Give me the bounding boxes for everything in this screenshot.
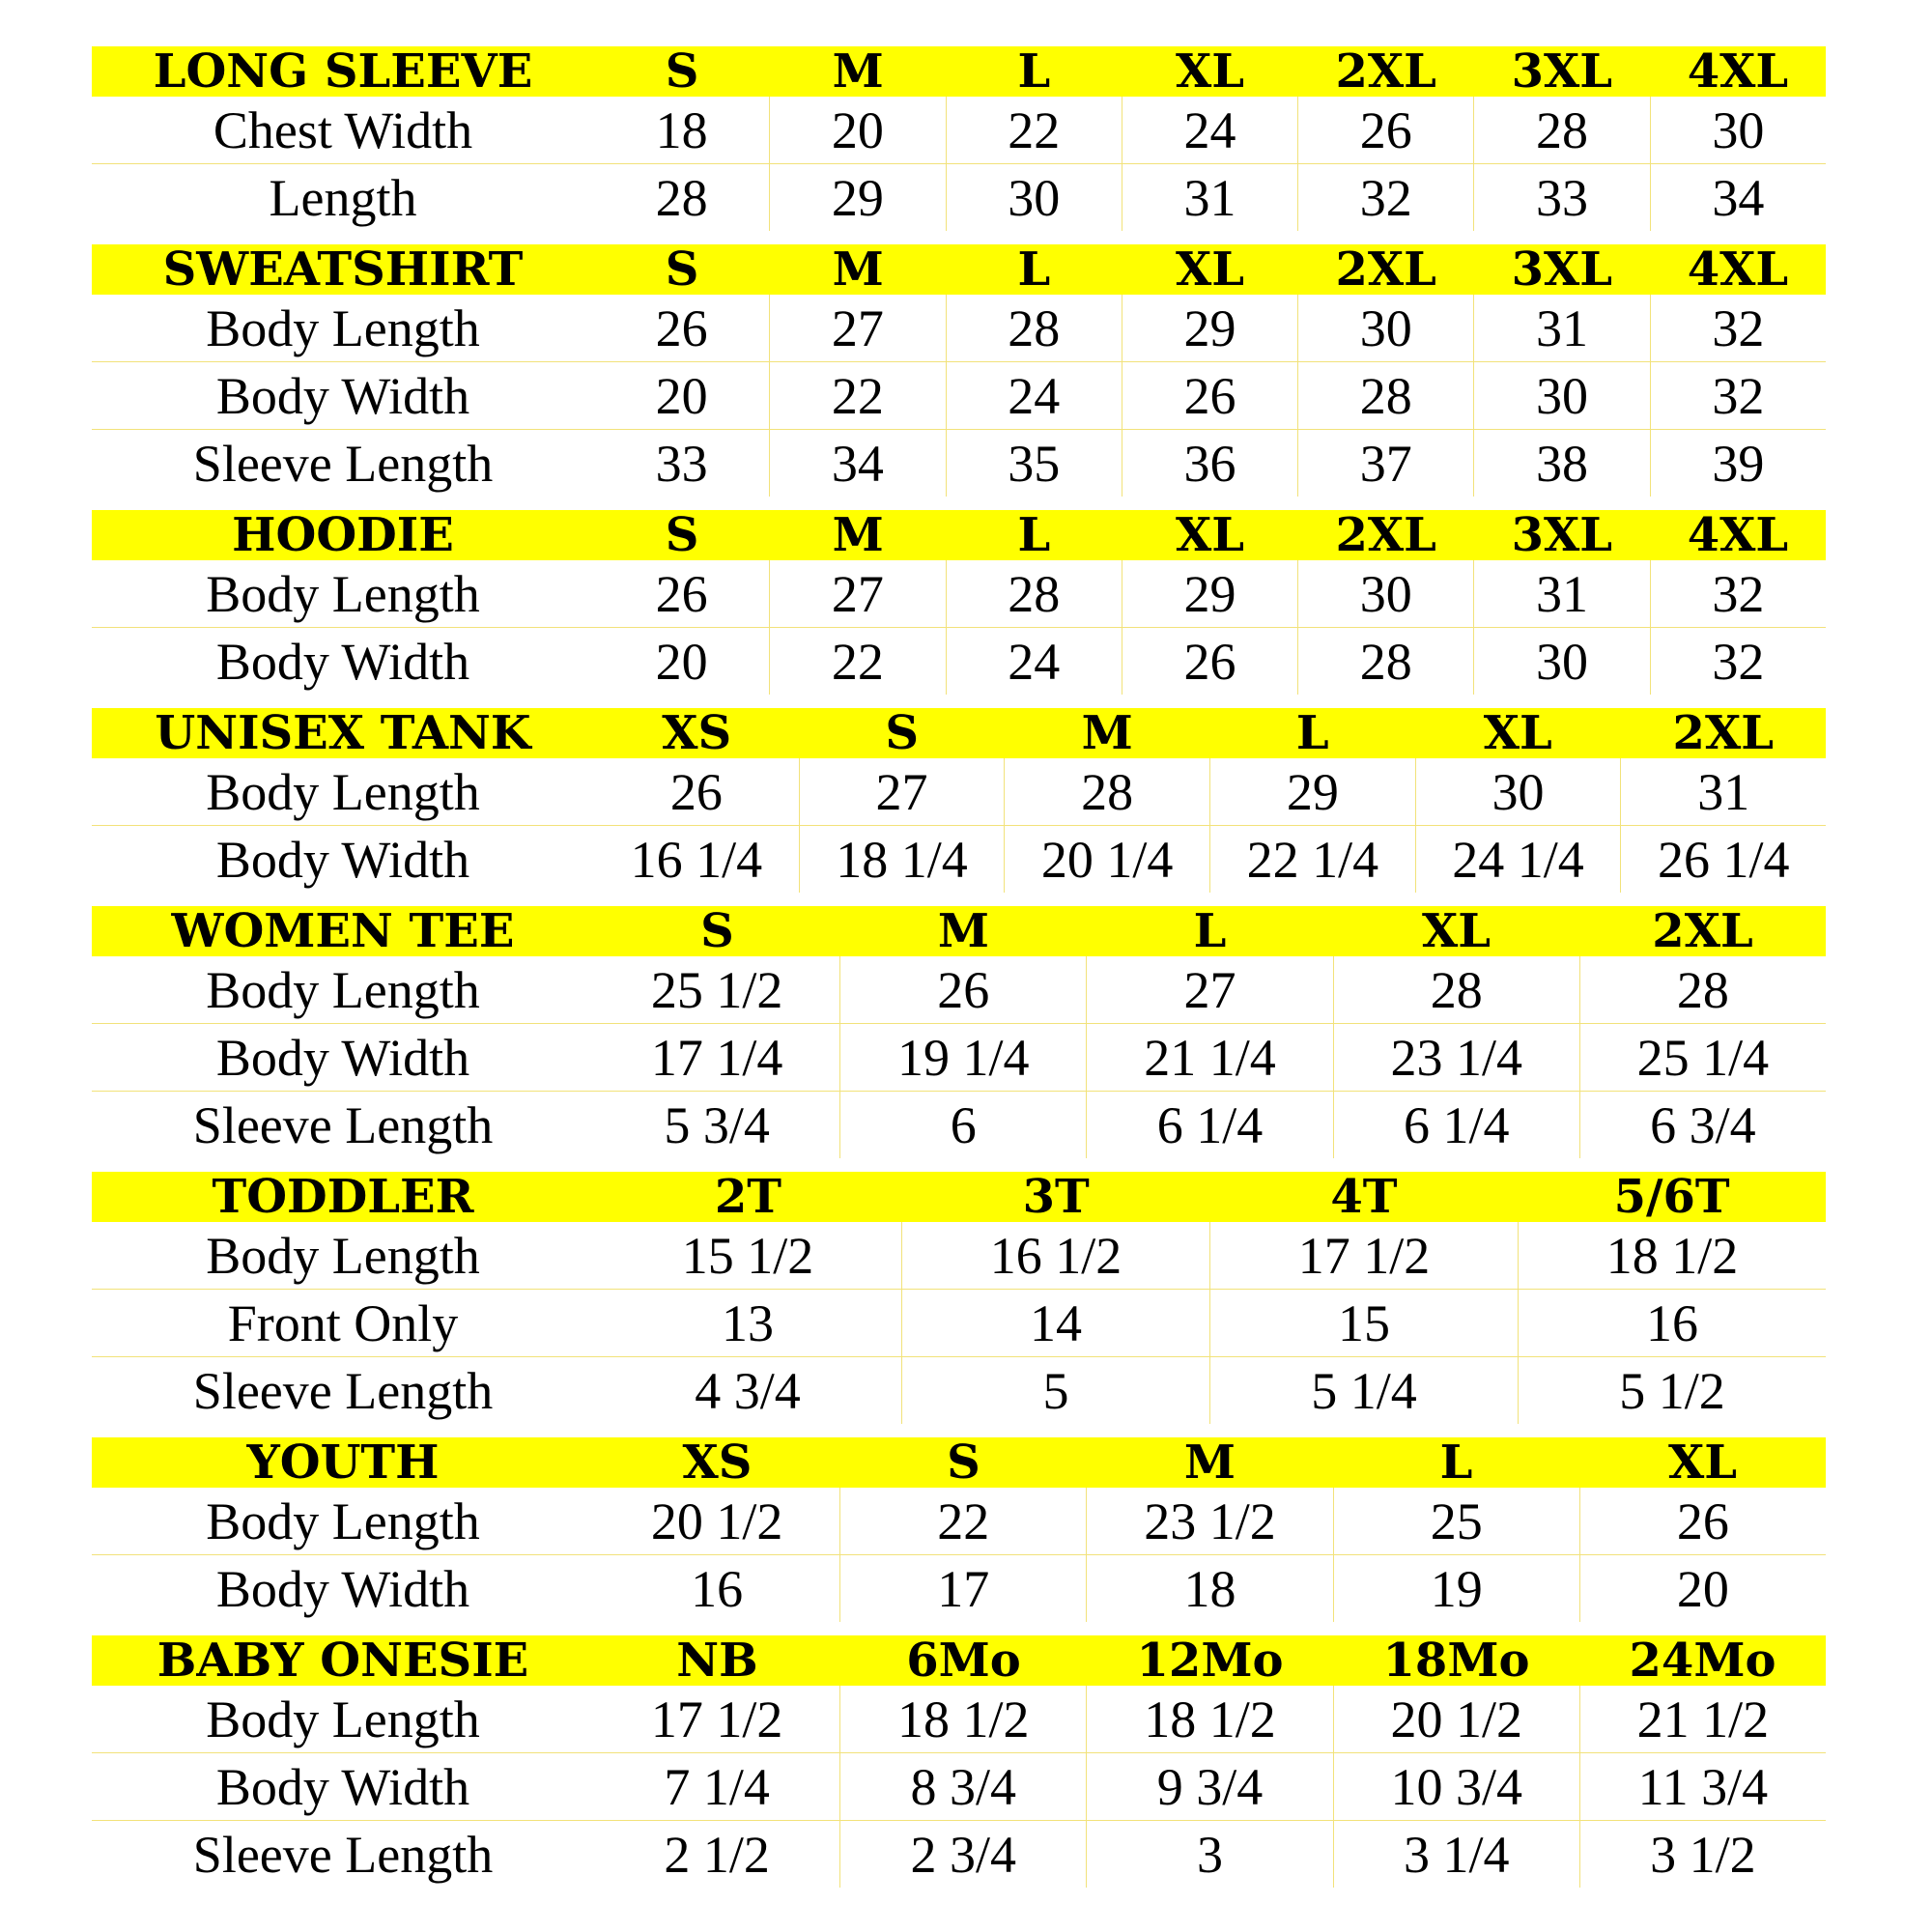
section-header — [92, 906, 1826, 956]
section-header — [92, 1635, 1826, 1686]
measurement-value: 16 1/2 — [901, 1222, 1209, 1289]
measurement-value: 22 — [946, 97, 1122, 163]
measurement-value: 36 — [1122, 430, 1297, 497]
section-title: SWEATSHIRT — [162, 242, 524, 297]
measurement-value: 21 1/4 — [1086, 1024, 1332, 1091]
measurement-value: 17 1/4 — [650, 1028, 783, 1087]
size-header: 2XL — [1335, 44, 1436, 99]
measurement-value: 23 1/4 — [1333, 1024, 1579, 1091]
measurement-value: 6 1/4 — [1086, 1092, 1332, 1158]
measurement-row — [92, 826, 1826, 893]
measurement-value: 35 — [946, 430, 1122, 497]
size-header: XL — [1422, 904, 1491, 958]
measurement-value: 6 — [839, 1092, 1086, 1158]
size-header: 2XL — [1652, 904, 1753, 958]
measurement-value: 18 1/4 — [799, 826, 1005, 893]
size-header: S — [885, 706, 920, 760]
measurement-label: Sleeve Length — [192, 434, 494, 493]
measurement-value: 28 — [1579, 956, 1826, 1023]
measurement-value: 10 3/4 — [1333, 1753, 1579, 1820]
measurement-value: 14 — [901, 1290, 1209, 1356]
section-title: WOMEN TEE — [171, 904, 515, 958]
measurement-row — [92, 1555, 1826, 1622]
section-title: BABY ONESIE — [156, 1634, 529, 1688]
measurement-row — [92, 1686, 1826, 1753]
measurement-value: 19 1/4 — [839, 1024, 1086, 1091]
measurement-value: 27 — [769, 295, 945, 361]
section-header — [92, 708, 1826, 758]
measurement-value: 20 1/4 — [1004, 826, 1209, 893]
size-header: 12Mo — [1136, 1634, 1284, 1688]
size-header: M — [832, 242, 884, 297]
measurement-label: Sleeve Length — [192, 1095, 494, 1154]
measurement-value: 26 — [655, 298, 708, 357]
size-header: S — [665, 44, 699, 99]
measurement-value: 11 3/4 — [1579, 1753, 1826, 1820]
measurement-value: 22 — [769, 628, 945, 695]
section-header — [92, 1172, 1826, 1222]
measurement-row — [92, 1357, 1826, 1424]
section-title: TODDLER — [212, 1170, 474, 1224]
measurement-value: 26 — [1579, 1488, 1826, 1554]
measurement-value: 5 3/4 — [664, 1095, 770, 1154]
measurement-label: Chest Width — [213, 100, 473, 159]
measurement-value: 17 — [839, 1555, 1086, 1622]
size-header: 4XL — [1687, 44, 1789, 99]
measurement-value: 28 — [1297, 628, 1473, 695]
section-title: LONG SLEEVE — [153, 44, 533, 99]
measurement-value: 28 — [1333, 956, 1579, 1023]
size-header: 24Mo — [1629, 1634, 1776, 1688]
measurement-label: Body Length — [206, 564, 480, 623]
measurement-value: 17 1/2 — [650, 1690, 783, 1748]
measurement-label: Sleeve Length — [192, 1825, 494, 1884]
measurement-value: 13 — [722, 1293, 774, 1352]
size-header: 4XL — [1687, 508, 1789, 562]
measurement-label: Body Width — [215, 632, 470, 691]
measurement-row — [92, 560, 1826, 628]
size-header: XL — [1175, 44, 1244, 99]
measurement-value: 6 3/4 — [1579, 1092, 1826, 1158]
measurement-label: Body Length — [206, 298, 480, 357]
section-sweatshirt — [92, 244, 1826, 497]
size-header: 3XL — [1511, 44, 1612, 99]
measurement-row — [92, 758, 1826, 826]
measurement-value: 19 — [1333, 1555, 1579, 1622]
measurement-value: 2 3/4 — [839, 1821, 1086, 1888]
measurement-row — [92, 1092, 1826, 1158]
measurement-value: 30 — [1297, 560, 1473, 627]
measurement-value: 16 — [1518, 1290, 1826, 1356]
measurement-value: 26 — [1297, 97, 1473, 163]
size-header: 3XL — [1511, 508, 1612, 562]
measurement-value: 33 — [1473, 164, 1649, 231]
measurement-value: 28 — [1297, 362, 1473, 429]
measurement-value: 30 — [1650, 97, 1826, 163]
measurement-value: 29 — [1122, 560, 1297, 627]
measurement-value: 25 — [1333, 1488, 1579, 1554]
section-toddler — [92, 1172, 1826, 1424]
size-header: 4XL — [1687, 242, 1789, 297]
measurement-value: 9 3/4 — [1086, 1753, 1332, 1820]
measurement-value: 32 — [1650, 628, 1826, 695]
size-header: S — [947, 1435, 980, 1490]
measurement-value: 32 — [1650, 362, 1826, 429]
measurement-value: 18 1/2 — [1518, 1222, 1826, 1289]
size-header: XL — [1175, 508, 1244, 562]
section-unisex-tank — [92, 708, 1826, 893]
measurement-row — [92, 362, 1826, 430]
measurement-label: Body Width — [215, 366, 470, 425]
measurement-value: 24 1/4 — [1415, 826, 1621, 893]
measurement-row — [92, 1753, 1826, 1821]
section-long-sleeve — [92, 46, 1826, 231]
measurement-label: Body Length — [206, 1226, 480, 1285]
measurement-value: 15 — [1209, 1290, 1518, 1356]
measurement-value: 25 1/2 — [650, 960, 783, 1019]
measurement-value: 26 — [1122, 628, 1297, 695]
measurement-row — [92, 97, 1826, 164]
section-title: HOODIE — [232, 508, 454, 562]
measurement-value: 32 — [1297, 164, 1473, 231]
section-header — [92, 1437, 1826, 1488]
size-header: L — [1017, 44, 1051, 99]
measurement-value: 20 — [769, 97, 945, 163]
measurement-value: 28 — [655, 168, 708, 227]
measurement-value: 30 — [1473, 628, 1649, 695]
measurement-value: 22 — [839, 1488, 1086, 1554]
measurement-value: 31 — [1122, 164, 1297, 231]
measurement-value: 30 — [1297, 295, 1473, 361]
measurement-label: Body Length — [206, 960, 480, 1019]
section-hoodie — [92, 510, 1826, 695]
size-header: 2XL — [1335, 242, 1436, 297]
measurement-value: 24 — [1122, 97, 1297, 163]
measurement-value: 5 1/4 — [1209, 1357, 1518, 1424]
measurement-value: 2 1/2 — [664, 1825, 770, 1884]
measurement-value: 26 — [839, 956, 1086, 1023]
size-header: M — [1081, 706, 1133, 760]
size-header: 2XL — [1672, 706, 1774, 760]
measurement-value: 5 — [901, 1357, 1209, 1424]
measurement-row — [92, 1024, 1826, 1092]
section-women-tee — [92, 906, 1826, 1158]
measurement-value: 34 — [769, 430, 945, 497]
measurement-row — [92, 1290, 1826, 1357]
measurement-label: Sleeve Length — [192, 1361, 494, 1420]
measurement-value: 16 1/4 — [630, 830, 763, 889]
measurement-value: 28 — [1004, 758, 1209, 825]
measurement-value: 27 — [769, 560, 945, 627]
section-title: UNISEX TANK — [155, 706, 531, 760]
measurement-value: 18 — [1086, 1555, 1332, 1622]
size-header: M — [1183, 1435, 1236, 1490]
measurement-value: 34 — [1650, 164, 1826, 231]
size-header: 4T — [1330, 1170, 1398, 1224]
measurement-value: 7 1/4 — [664, 1757, 770, 1816]
measurement-label: Body Length — [206, 1492, 480, 1550]
section-header — [92, 510, 1826, 560]
measurement-value: 8 3/4 — [839, 1753, 1086, 1820]
measurement-value: 15 1/2 — [681, 1226, 814, 1285]
measurement-value: 16 — [691, 1559, 744, 1618]
measurement-value: 37 — [1297, 430, 1473, 497]
size-header: 6Mo — [906, 1634, 1021, 1688]
measurement-value: 28 — [1473, 97, 1649, 163]
size-header: NB — [676, 1634, 758, 1688]
measurement-label: Length — [269, 168, 417, 227]
measurement-value: 22 — [769, 362, 945, 429]
measurement-row — [92, 430, 1826, 497]
measurement-value: 26 — [669, 762, 723, 821]
size-header: 2XL — [1335, 508, 1436, 562]
measurement-value: 30 — [1415, 758, 1621, 825]
measurement-value: 30 — [1473, 362, 1649, 429]
measurement-value: 28 — [946, 560, 1122, 627]
measurement-value: 29 — [1209, 758, 1415, 825]
size-chart — [92, 46, 1826, 1888]
section-title: YOUTH — [246, 1435, 440, 1490]
measurement-value: 4 3/4 — [695, 1361, 801, 1420]
measurement-value: 31 — [1620, 758, 1826, 825]
size-header: L — [1017, 508, 1051, 562]
measurement-value: 38 — [1473, 430, 1649, 497]
measurement-label: Body Length — [206, 762, 480, 821]
measurement-value: 25 1/4 — [1579, 1024, 1826, 1091]
size-header: L — [1439, 1435, 1473, 1490]
measurement-value: 6 1/4 — [1333, 1092, 1579, 1158]
measurement-label: Body Length — [206, 1690, 480, 1748]
measurement-value: 28 — [946, 295, 1122, 361]
measurement-value: 32 — [1650, 560, 1826, 627]
measurement-value: 5 1/2 — [1518, 1357, 1826, 1424]
measurement-row — [92, 1821, 1826, 1888]
measurement-value: 21 1/2 — [1579, 1686, 1826, 1752]
measurement-value: 27 — [1086, 956, 1332, 1023]
measurement-row — [92, 628, 1826, 695]
size-header: 3XL — [1511, 242, 1612, 297]
measurement-value: 26 — [655, 564, 708, 623]
size-header: 2T — [714, 1170, 781, 1224]
measurement-value: 23 1/2 — [1086, 1488, 1332, 1554]
measurement-row — [92, 1488, 1826, 1555]
measurement-label: Body Width — [215, 1757, 470, 1816]
measurement-value: 18 1/2 — [1086, 1686, 1332, 1752]
size-header: L — [1017, 242, 1051, 297]
section-header — [92, 244, 1826, 295]
size-header: L — [1193, 904, 1227, 958]
measurement-value: 29 — [769, 164, 945, 231]
section-baby-onesie — [92, 1635, 1826, 1888]
measurement-value: 20 1/2 — [650, 1492, 783, 1550]
measurement-label: Body Width — [215, 1028, 470, 1087]
measurement-value: 20 — [655, 632, 708, 691]
measurement-label: Body Width — [215, 1559, 470, 1618]
measurement-value: 17 1/2 — [1209, 1222, 1518, 1289]
measurement-row — [92, 956, 1826, 1024]
measurement-value: 24 — [946, 628, 1122, 695]
measurement-value: 26 1/4 — [1620, 826, 1826, 893]
section-header — [92, 46, 1826, 97]
size-header: XL — [1175, 242, 1244, 297]
size-header: XS — [682, 1435, 753, 1490]
size-header: M — [832, 508, 884, 562]
size-header: 5/6T — [1613, 1170, 1730, 1224]
size-header: 3T — [1022, 1170, 1090, 1224]
measurement-value: 20 — [1579, 1555, 1826, 1622]
size-header: XS — [662, 706, 732, 760]
measurement-value: 18 1/2 — [839, 1686, 1086, 1752]
measurement-value: 22 1/4 — [1209, 826, 1415, 893]
size-header: 18Mo — [1382, 1634, 1530, 1688]
measurement-row — [92, 164, 1826, 231]
measurement-value: 20 — [655, 366, 708, 425]
measurement-value: 26 — [1122, 362, 1297, 429]
measurement-value: 3 1/4 — [1333, 1821, 1579, 1888]
size-header: M — [937, 904, 990, 958]
measurement-row — [92, 1222, 1826, 1290]
measurement-value: 20 1/2 — [1333, 1686, 1579, 1752]
measurement-value: 32 — [1650, 295, 1826, 361]
measurement-label: Front Only — [227, 1293, 459, 1352]
measurement-label: Body Width — [215, 830, 470, 889]
size-header: S — [665, 242, 699, 297]
measurement-value: 29 — [1122, 295, 1297, 361]
measurement-value: 39 — [1650, 430, 1826, 497]
size-header: XL — [1483, 706, 1552, 760]
measurement-value: 30 — [946, 164, 1122, 231]
measurement-value: 24 — [946, 362, 1122, 429]
size-header: S — [700, 904, 734, 958]
section-youth — [92, 1437, 1826, 1622]
measurement-value: 3 1/2 — [1579, 1821, 1826, 1888]
measurement-value: 33 — [655, 434, 708, 493]
measurement-value: 27 — [799, 758, 1005, 825]
measurement-row — [92, 295, 1826, 362]
size-header: L — [1295, 706, 1329, 760]
measurement-value: 3 — [1086, 1821, 1332, 1888]
measurement-value: 31 — [1473, 560, 1649, 627]
measurement-value: 18 — [655, 100, 708, 159]
size-header: S — [665, 508, 699, 562]
size-header: XL — [1668, 1435, 1737, 1490]
measurement-value: 31 — [1473, 295, 1649, 361]
size-header: M — [832, 44, 884, 99]
